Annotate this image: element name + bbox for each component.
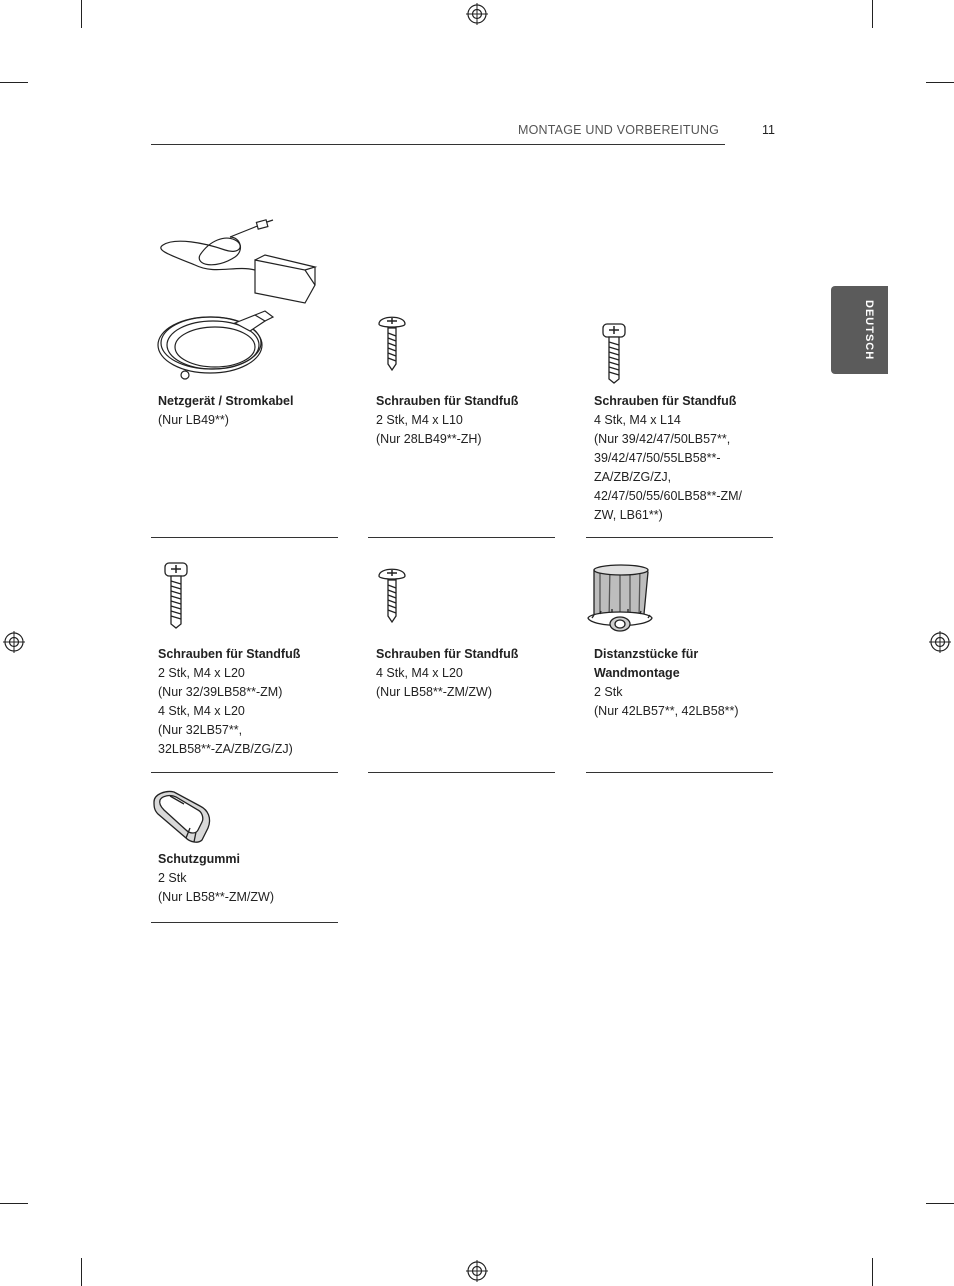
- item-detail: 2 Stk, M4 x L10: [376, 413, 463, 427]
- registration-mark-icon: [466, 3, 488, 25]
- item-detail: 4 Stk, M4 x L14: [594, 413, 681, 427]
- item-name: Schutzgummi: [158, 852, 240, 866]
- item-detail: (Nur 28LB49**-ZH): [376, 432, 482, 446]
- language-tab-label: DEUTSCH: [863, 299, 875, 361]
- item-detail: (Nur LB58**-ZM/ZW): [376, 685, 492, 699]
- item-detail: 32LB58**-ZA/ZB/ZG/ZJ): [158, 742, 293, 756]
- crop-mark: [0, 82, 28, 83]
- screw-illustration: [377, 312, 407, 372]
- item-detail: 2 Stk: [594, 685, 623, 699]
- screw-illustration: [377, 564, 407, 624]
- item-name: Schrauben für Standfuß: [594, 394, 737, 408]
- crop-mark: [872, 1258, 873, 1286]
- item-screw-l10: [376, 392, 518, 449]
- item-divider: [368, 537, 555, 538]
- registration-mark-icon: [3, 631, 25, 653]
- item-name: Netzgerät: [158, 394, 215, 408]
- spacer-illustration: [584, 562, 656, 640]
- item-divider: [368, 772, 555, 773]
- item-detail: (Nur 42LB57**, 42LB58**): [594, 704, 739, 718]
- crop-mark: [81, 0, 82, 28]
- item-screw-l20-b: [376, 645, 518, 702]
- section-title: MONTAGE UND VORBEREITUNG: [518, 123, 720, 137]
- item-divider: [586, 537, 773, 538]
- registration-mark-icon: [929, 631, 951, 653]
- item-detail: 2 Stk, M4 x L20: [158, 666, 245, 680]
- crop-mark: [872, 0, 873, 28]
- page-number: 11: [762, 123, 775, 137]
- item-detail: (Nur 39/42/47/50LB57**,: [594, 432, 731, 446]
- item-detail: 4 Stk, M4 x L20: [376, 666, 463, 680]
- header-divider: [151, 144, 725, 145]
- item-name-separator: /: [214, 394, 226, 408]
- item-protective-rubber: [158, 850, 274, 907]
- item-name: Stromkabel: [225, 394, 294, 408]
- crop-mark: [81, 1258, 82, 1286]
- item-detail: 4 Stk, M4 x L20: [158, 704, 245, 718]
- item-divider: [151, 922, 338, 923]
- item-detail: (Nur 32/39LB58**-ZM): [158, 685, 283, 699]
- item-screw-l20-a: [158, 645, 300, 759]
- item-detail: 42/47/50/55/60LB58**-ZM/: [594, 489, 743, 503]
- item-detail: (Nur 32LB57**,: [158, 723, 243, 737]
- item-name: Wandmontage: [594, 666, 680, 680]
- item-name: Schrauben für Standfuß: [376, 394, 519, 408]
- item-power-adapter: [158, 392, 293, 430]
- screw-illustration: [601, 321, 627, 385]
- item-divider: [151, 537, 338, 538]
- rubber-illustration: [150, 788, 214, 844]
- crop-mark: [0, 1203, 28, 1204]
- item-detail: ZW, LB61**): [594, 508, 663, 522]
- item-spacers: [594, 645, 739, 721]
- item-divider: [586, 772, 773, 773]
- crop-mark: [926, 82, 954, 83]
- registration-mark-icon: [466, 1260, 488, 1282]
- crop-mark: [926, 1203, 954, 1204]
- item-name: Schrauben für Standfuß: [158, 647, 301, 661]
- power-adapter-illustration: [155, 215, 325, 390]
- item-screw-l14: [594, 392, 742, 525]
- item-name: Schrauben für Standfuß: [376, 647, 519, 661]
- item-detail: 39/42/47/50/55LB58**-: [594, 451, 721, 465]
- item-detail: (Nur LB49**): [158, 413, 229, 427]
- item-detail: ZA/ZB/ZG/ZJ,: [594, 470, 672, 484]
- screw-illustration: [163, 560, 189, 630]
- item-name: Distanzstücke für: [594, 647, 699, 661]
- item-divider: [151, 772, 338, 773]
- item-detail: 2 Stk: [158, 871, 187, 885]
- item-detail: (Nur LB58**-ZM/ZW): [158, 890, 274, 904]
